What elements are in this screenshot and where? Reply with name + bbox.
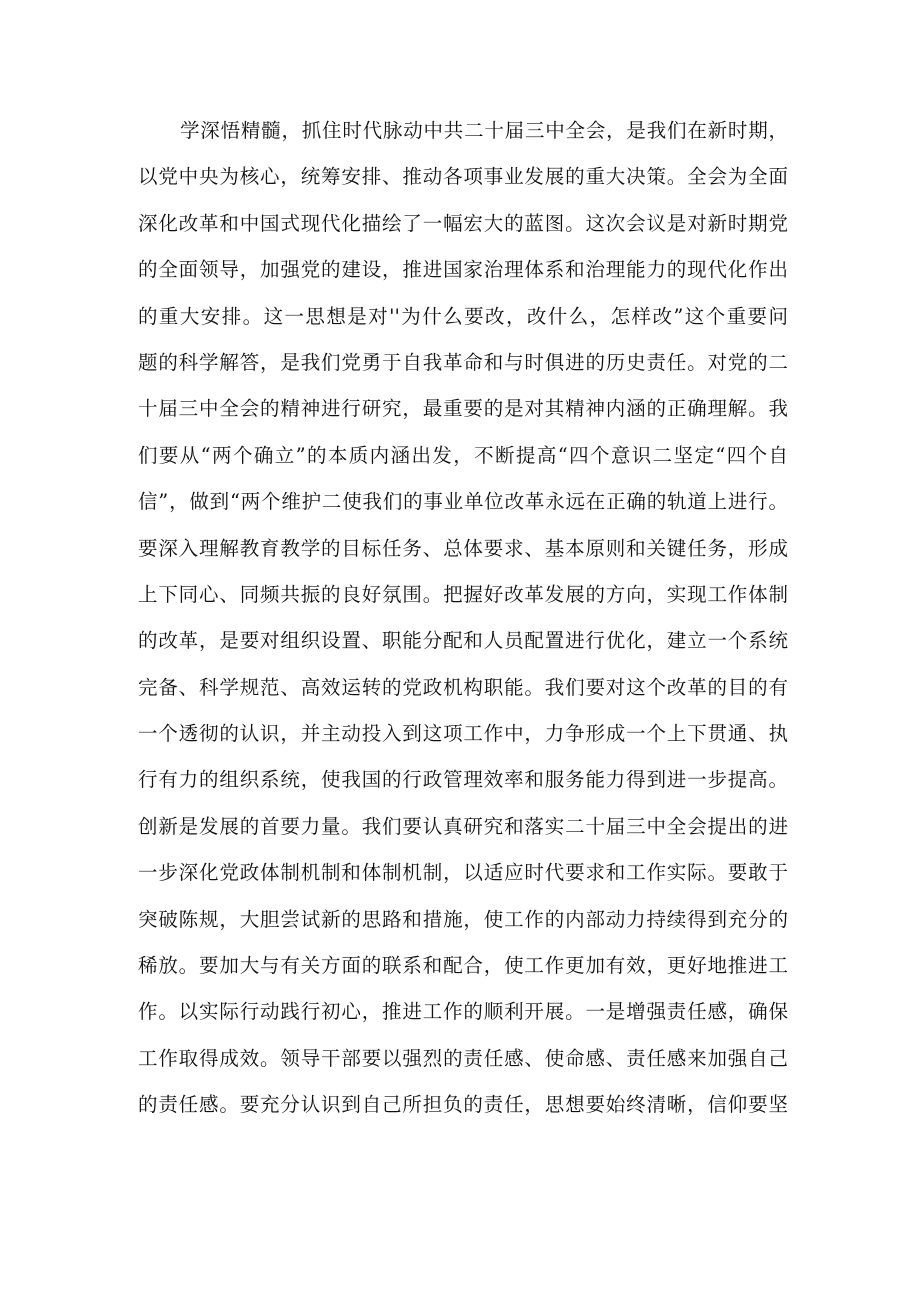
text-line: 创新是发展的首要力量。我们要认真研究和落实二十届三中全会提出的进 xyxy=(138,814,788,838)
text-line: 稀放。要加大与有关方面的联系和配合，使工作更加有效，更好地推进工 xyxy=(138,954,788,978)
text-line: 作。以实际行动践行初心，推进工作的顺利开展。一是增强责任感，确保 xyxy=(138,1000,788,1024)
text-line: 工作取得成效。领导干部要以强烈的责任感、使命感、责任感来加强自己 xyxy=(138,1046,788,1070)
text-line: 的全面领导，加强党的建设，推进国家治理体系和治理能力的现代化作出 xyxy=(138,258,788,282)
text-line: 完备、科学规范、高效运转的党政机构职能。我们要对这个改革的目的有 xyxy=(138,675,788,699)
text-line: 上下同心、同频共振的良好氛围。把握好改革发展的方向，实现工作体制 xyxy=(138,582,788,606)
text-line: 以党中央为核心，统筹安排、推动各项事业发展的重大决策。全会为全面 xyxy=(138,165,788,189)
text-line: 们要从“两个确立”的本质内涵出发，不断提高“四个意识二坚定“四个自 xyxy=(138,443,788,467)
text-line: 突破陈规，大胆尝试新的思路和措施，使工作的内部动力持续得到充分的 xyxy=(138,907,788,931)
text-line: 一步深化党政体制机制和体制机制，以适应时代要求和工作实际。要敢于 xyxy=(138,861,788,885)
text-line: 十届三中全会的精神进行研究，最重要的是对其精神内涵的正确理解。我 xyxy=(138,397,788,421)
text-line: 的责任感。要充分认识到自己所担负的责任，思想要始终清晰，信仰要坚 xyxy=(138,1093,788,1117)
text-line: 学深悟精髓，抓住时代脉动中共二十届三中全会，是我们在新时期， xyxy=(180,119,788,142)
text-line: 深化改革和中国式现代化描绘了一幅宏大的蓝图。这次会议是对新时期党 xyxy=(138,211,788,235)
text-line: 一个透彻的认识，并主动投入到这项工作中，力争形成一个上下贯通、执 xyxy=(138,722,788,746)
text-line: 信”，做到“两个维护二使我们的事业单位改革永远在正确的轨道上进行。 xyxy=(138,490,788,514)
text-line: 要深入理解教育教学的目标任务、总体要求、基本原则和关键任务，形成 xyxy=(138,536,788,560)
body-text xyxy=(138,108,788,1129)
text-line: 行有力的组织系统，使我国的行政管理效率和服务能力得到进一步提高。 xyxy=(138,768,788,792)
text-line: 的重大安排。这一思想是对''为什么要改，改什么，怎样改”这个重要问 xyxy=(138,304,788,328)
text-line: 题的科学解答，是我们党勇于自我革命和与时俱进的历史责任。对党的二 xyxy=(138,350,788,374)
text-line: 的改革，是要对组织设置、职能分配和人员配置进行优化，建立一个系统 xyxy=(138,629,788,653)
